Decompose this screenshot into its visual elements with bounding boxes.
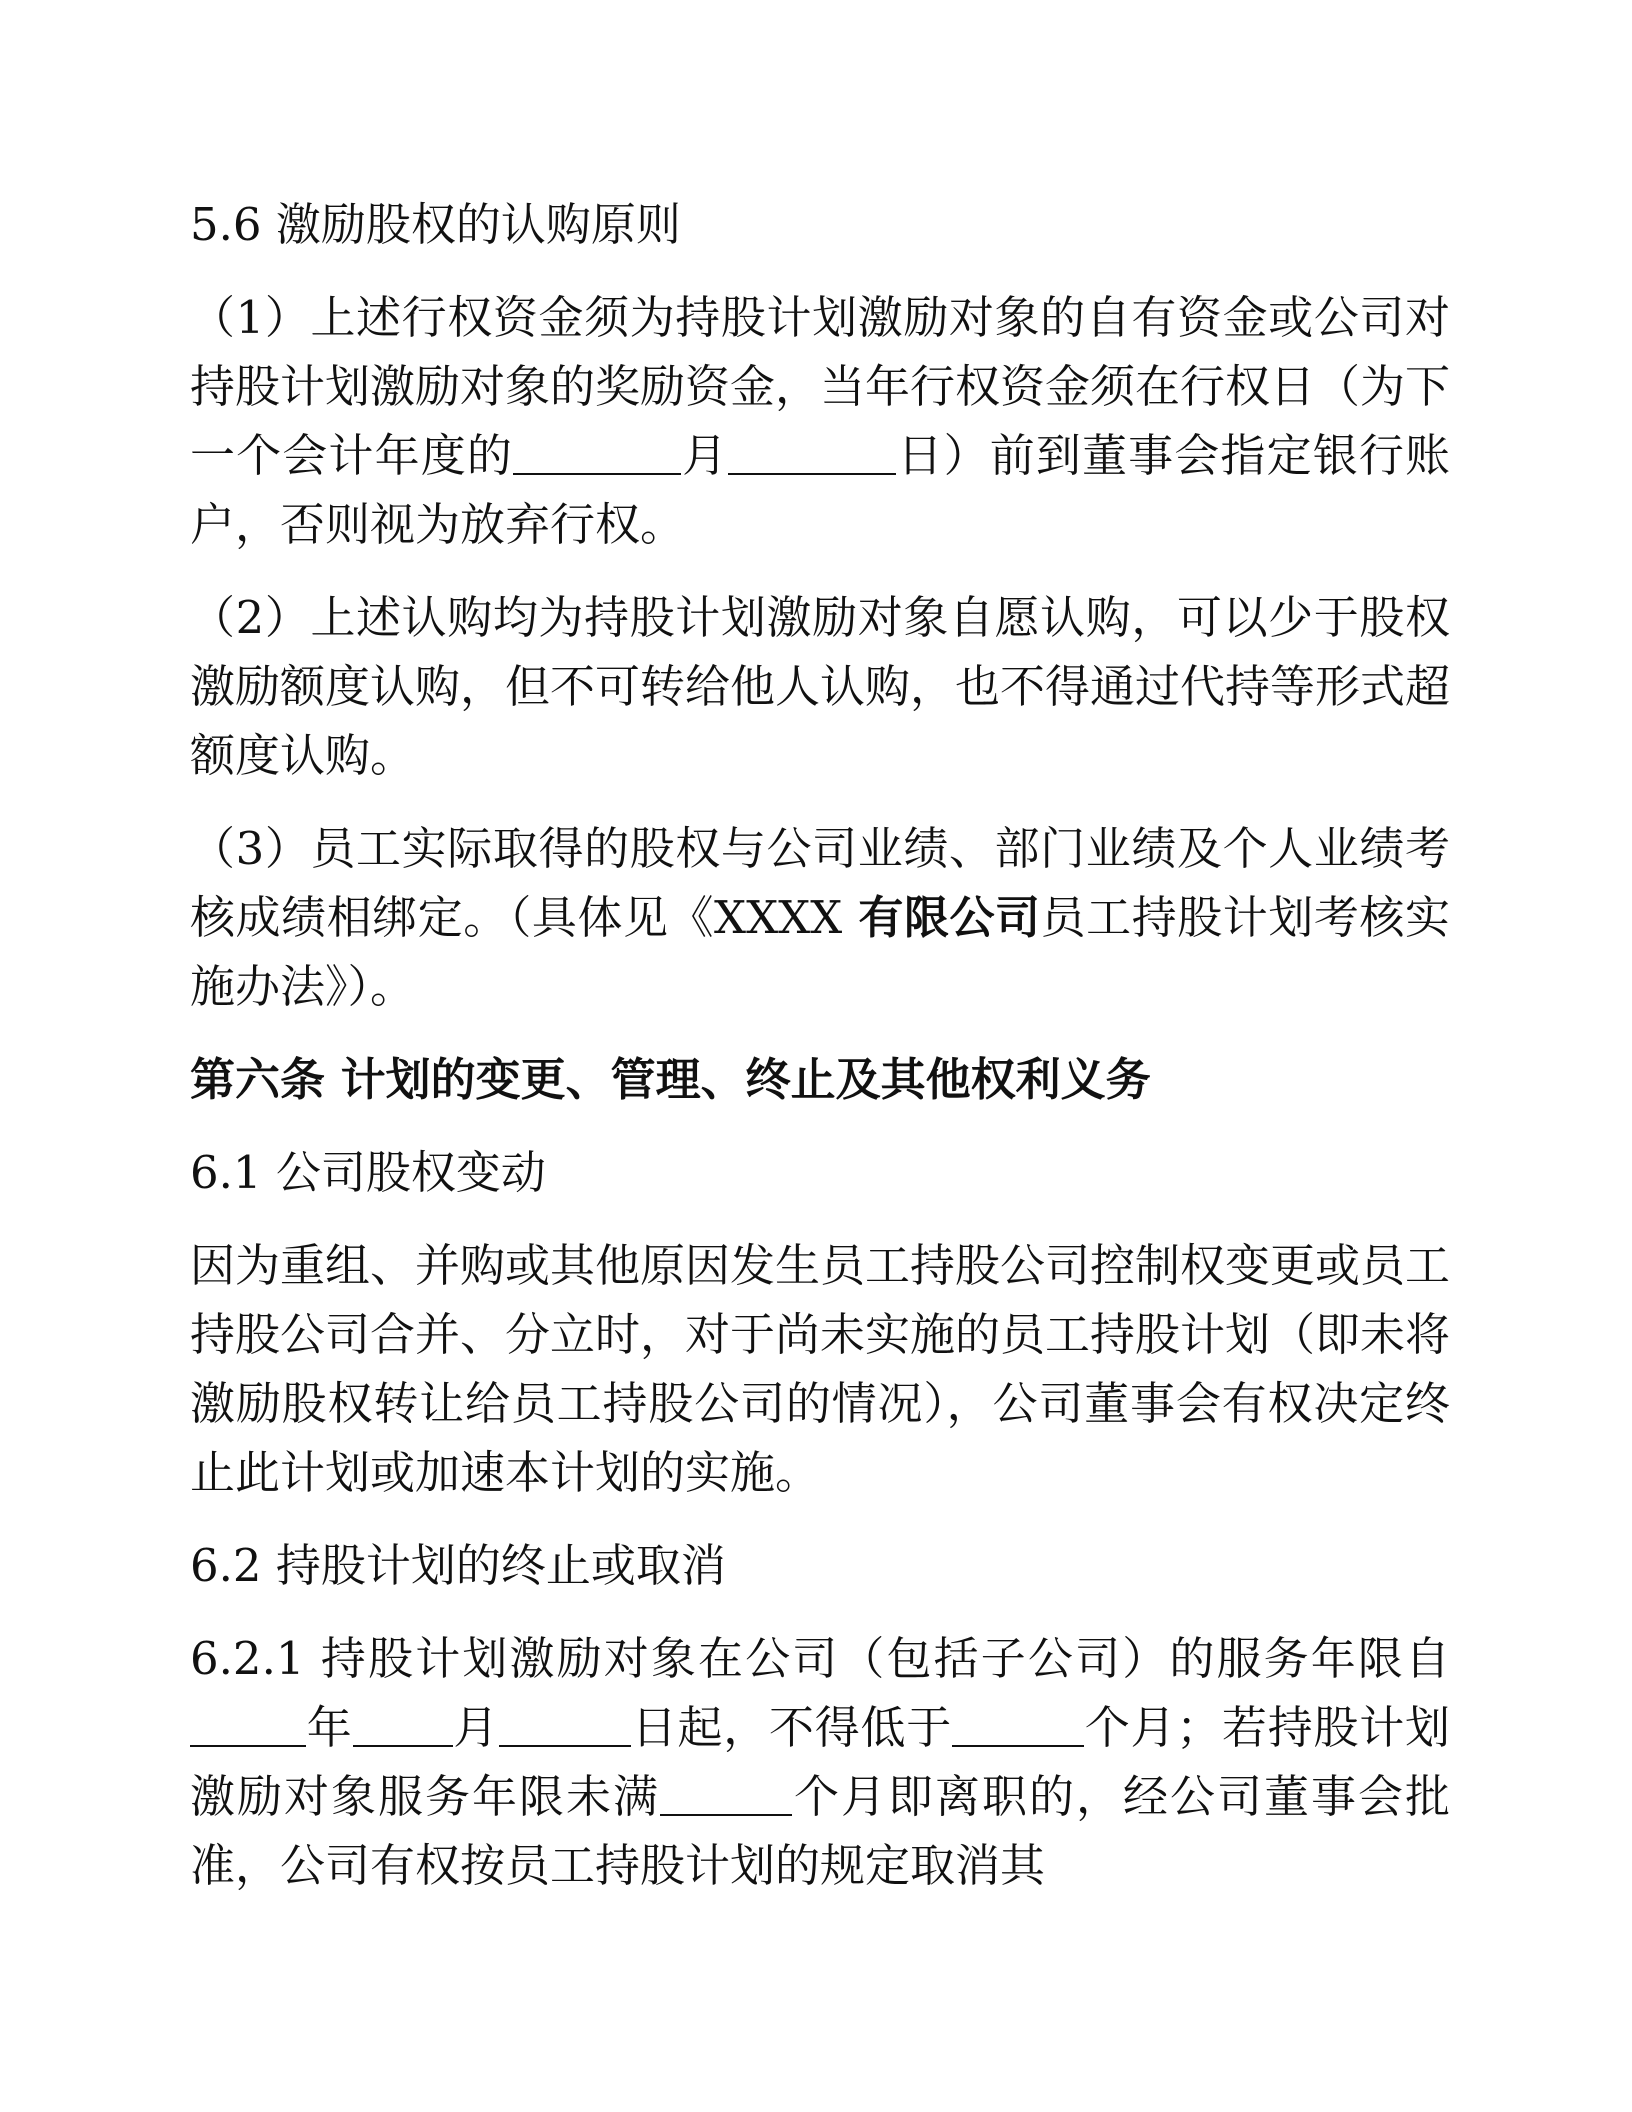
clause-6-2-1-text: 6.2.1 持股计划激励对象在公司（包括子公司）的服务年限自 xyxy=(190,1632,1450,1685)
month-blank xyxy=(513,427,681,475)
clause-1-text: （1）上述行权资金须为持股计划激励对象的自有资金或公司对持股计划激励对象的奖励资金，当年行权资金须在行权日（为下一个会计年度的 xyxy=(190,291,1451,482)
section-5-6-title: 5.6 激励股权的认购原则 xyxy=(190,198,681,251)
year-unit: 年 xyxy=(306,1701,353,1754)
document-page xyxy=(190,190,1450,1924)
clause-3-text: （3）员工实际取得的股权与公司业绩、部门业绩及个人业绩考核成绩相绑定。（具体见《XXXX xyxy=(190,822,1450,944)
clause-3-text-end: 员工持股计划考核实施办法》）。 xyxy=(190,891,1450,1013)
section-5-6-clause-1 xyxy=(190,283,1450,559)
company-name: 有限公司 xyxy=(842,891,1041,944)
month-unit: 月 xyxy=(681,429,729,482)
section-6-2-title: 6.2 持股计划的终止或取消 xyxy=(190,1539,726,1592)
section-5-6-clause-2: （2）上述认购均为持股计划激励对象自愿认购，可以少于股权激励额度认购，但不可转给他人认购，也不得通过代持等形式超额度认购。 xyxy=(190,591,1451,782)
section-5-6-clause-3 xyxy=(190,814,1450,1021)
section-6-1-title: 6.1 公司股权变动 xyxy=(190,1146,546,1199)
section-6-1-body: 因为重组、并购或其他原因发生员工持股公司控制权变更或员工持股公司合并、分立时，对于尚未实施的员工持股计划（即未将激励股权转让给员工持股公司的情况），公司董事会有权决定终止此计划或加速本计划的实施。 xyxy=(190,1239,1451,1499)
start-day-text: 日起，不得低于 xyxy=(631,1701,952,1754)
start-month-unit: 月 xyxy=(452,1701,499,1754)
min-months-blank xyxy=(952,1699,1084,1747)
clause-1-text-end: 日）前到董事会指定银行账户，否则视为放弃行权。 xyxy=(190,429,1450,551)
article-6-title: 第六条 计划的变更、管理、终止及其他权利义务 xyxy=(190,1053,1151,1106)
start-month-blank xyxy=(353,1699,453,1747)
day-blank xyxy=(728,427,896,475)
section-6-2-1-body xyxy=(190,1624,1450,1900)
year-blank xyxy=(190,1699,306,1747)
service-months-text: 个月即离职的，经公司董事会批准，公司有权按员工持股计划的规定取消其 xyxy=(190,1770,1450,1892)
service-months-blank xyxy=(660,1768,792,1816)
min-months-text: 个月；若持股计划激励对象服务年限未满 xyxy=(190,1701,1450,1823)
start-day-blank xyxy=(499,1699,631,1747)
